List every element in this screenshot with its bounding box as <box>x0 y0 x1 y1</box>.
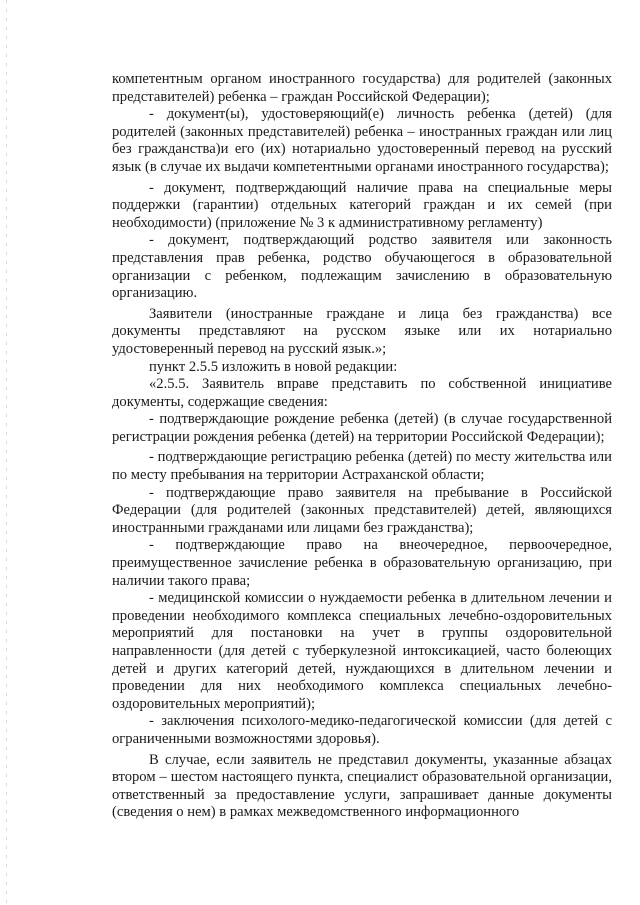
document-body <box>112 71 612 822</box>
paragraph-continuation: компетентным органом иностранного государства) для родителей (законных представителей) ребенка – граждан Российской Федерации); <box>112 71 612 105</box>
paragraph-item-birth: - подтверждающие рождение ребенка (детей) (в случае государственной регистрации рождения ребенка (детей) на территории Российской Федерации); <box>112 411 612 445</box>
paragraph-item-medical: - медицинской комиссии о нуждаемости ребенка в длительном лечении и проведении необходимого комплекса специальных лечебно-оздоровительных мероприятий для постановки на учет в группы оздоровительной направленности (для детей с туберкулезной интоксикацией, часто болеющих детей и других категорий детей, нуждающихся в длительном лечении и проведении для них необходимого комплекса специальных лечебно-оздоровительных мероприятий); <box>112 590 612 712</box>
paragraph-item-stay-right: - подтверждающие право заявителя на пребывание в Российской Федерации (для родителей (законных представителей) детей, являющихся иностранными гражданами или лицами без гражданства); <box>112 484 612 536</box>
scan-edge-line <box>6 0 7 905</box>
paragraph-item-priority: - подтверждающие право на внеочередное, первоочередное, преимущественное зачисление ребенка в образовательную организацию, при наличии такого права; <box>112 537 612 589</box>
paragraph-amendment-intro: пункт 2.5.5 изложить в новой редакции: <box>149 358 398 375</box>
paragraph-clause-2-5-5: «2.5.5. Заявитель вправе представить по собственной инициативе документы, содержащие сведения: <box>112 376 612 410</box>
paragraph-item-identity-doc: - документ(ы), удостоверяющий(е) личность ребенка (детей) (для родителей (законных представителей) ребенка – иностранных граждан или лиц без гражданства)и его (их) нотариально удостоверенный перевод на русский язык (в случае их выдачи компетентными органами иностранного государства); <box>112 106 612 175</box>
paragraph-interagency-request: В случае, если заявитель не представил документы, указанные абзацах втором – шестом настоящего пункта, специалист образовательной организации, ответственный за предоставление услуги, запрашивает данные документы (сведения о нем) в рамках межведомственного информационного <box>112 751 612 821</box>
paragraph-item-kinship: - документ, подтверждающий родство заявителя или законность представления прав ребенка, родство обучающегося в образовательной организации с ребенком, подлежащим зачислению в образовательную организацию. <box>112 232 612 302</box>
paragraph-item-registration: - подтверждающие регистрацию ребенка (детей) по месту жительства или по месту пребывания на территории Астраханской области; <box>112 449 612 484</box>
paragraph-foreign-applicants: Заявители (иностранные граждане и лица без гражданства) все документы представляют на русском языке или их нотариально удостоверенный перевод на русский язык.»; <box>112 305 612 357</box>
paragraph-item-special-support: - документ, подтверждающий наличие права на специальные меры поддержки (гарантии) отдельных категорий граждан и их семей (при необходимости) (приложение № 3 к административному регламенту) <box>112 179 612 231</box>
paragraph-item-pmpk: - заключения психолого-медико-педагогической комиссии (для детей с ограниченными возможностями здоровья). <box>112 713 612 747</box>
